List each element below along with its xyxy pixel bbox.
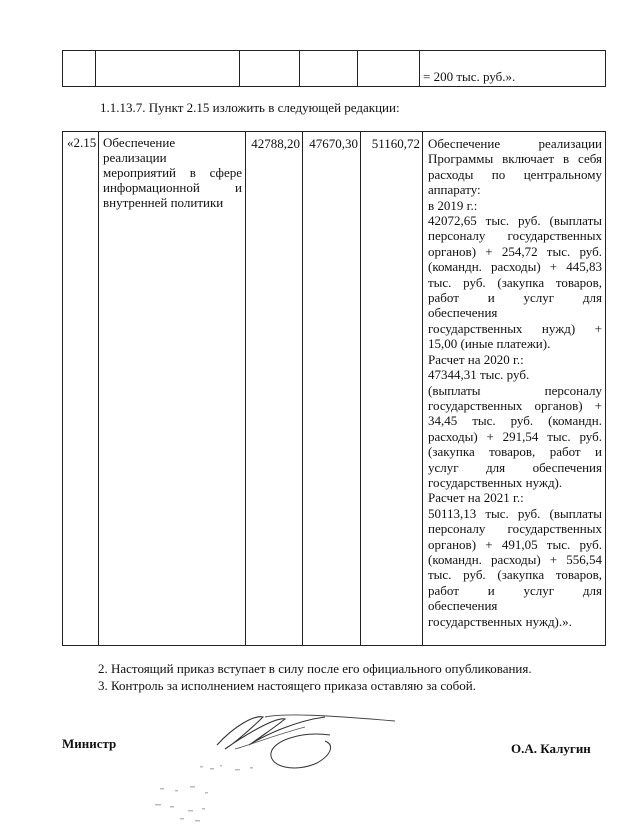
table-cell [358,51,420,87]
description-line: расходы по центральному [428,166,602,182]
value-2019: 42788,20 [246,132,303,646]
table-cell [240,51,300,87]
description-line: услуг для обеспечения [428,459,602,475]
description-line: работ и услуг для [428,290,602,306]
description-line: (командн. расходы) + 556,54 [428,551,602,567]
description-line: персоналу государственных [428,228,602,244]
signatory-role: Министр [62,736,117,751]
item-name [99,132,246,646]
paragraph-control: 3. Контроль за исполнением настоящего приказа оставляю за собой. [98,678,476,693]
paragraph-effective-date: 2. Настоящий приказ вступает в силу после его официального опубликования. [98,661,532,676]
value-2021: 51160,72 [361,132,423,646]
table-cell [300,51,358,87]
value-2020: 47670,30 [303,132,361,646]
description-line: тыс. руб. (закупка товаров, [428,274,602,290]
table-cell-amount: = 200 тыс. руб.». [420,51,606,87]
description-line: органов) + 491,05 тыс. руб. [428,536,602,552]
description-line: 15,00 (иные платежи). [428,336,551,352]
description-line: Обеспечение реализации [428,136,602,151]
description-line: расходы) + 291,54 тыс. руб. [428,428,602,444]
table-row [63,51,606,87]
description-line: государственных органов) + [428,397,602,413]
description-line: Программы включает в себя [428,151,602,167]
description-line: Расчет на 2021 г.: [428,490,524,506]
item-description [423,132,606,646]
item-name-line: внутренней политики [103,195,224,210]
description-line: государственных нужд).». [428,613,572,629]
program-table [62,131,606,646]
description-line: (командн. расходы) + 445,83 [428,259,602,275]
description-line: государственных нужд). [428,474,563,490]
description-line: 47344,31 тыс. руб. [428,367,530,383]
description-line: государственных нужд) + [428,320,602,336]
description-line: (закупка товаров, работ и [428,444,602,460]
description-line: персоналу государственных [428,521,602,537]
description-line: в 2019 г.: [428,197,478,213]
amendment-heading: 1.1.13.7. Пункт 2.15 изложить в следующей редакции: [100,100,400,115]
description-line: Расчет на 2020 г.: [428,351,524,367]
description-line: 42072,65 тыс. руб. (выплаты [428,213,602,229]
description-line: 34,45 тыс. руб. (командн. [428,413,602,429]
previous-table-tail [62,50,606,87]
item-name-line: мероприятий в сфере [103,165,242,180]
description-line: обеспечения [428,305,498,321]
signatory-name: О.А. Калугин [511,741,591,756]
description-line: (выплаты персоналу [428,382,602,398]
faint-stamp-impression [140,760,300,828]
item-name-line: информационной и [103,180,242,195]
item-number: «2.15 [63,132,99,646]
table-cell [96,51,240,87]
description-line: 50113,13 тыс. руб. (выплаты [428,505,602,521]
description-line: органов) + 254,72 тыс. руб. [428,243,602,259]
table-cell [63,51,96,87]
description-line: аппарату: [428,182,481,198]
description-line: работ и услуг для [428,582,602,598]
table-row [63,132,606,646]
description-line: тыс. руб. (закупка товаров, [428,567,602,583]
item-name-line: Обеспечение [103,135,176,150]
item-name-line: реализации [103,150,167,165]
description-line: обеспечения [428,598,498,614]
